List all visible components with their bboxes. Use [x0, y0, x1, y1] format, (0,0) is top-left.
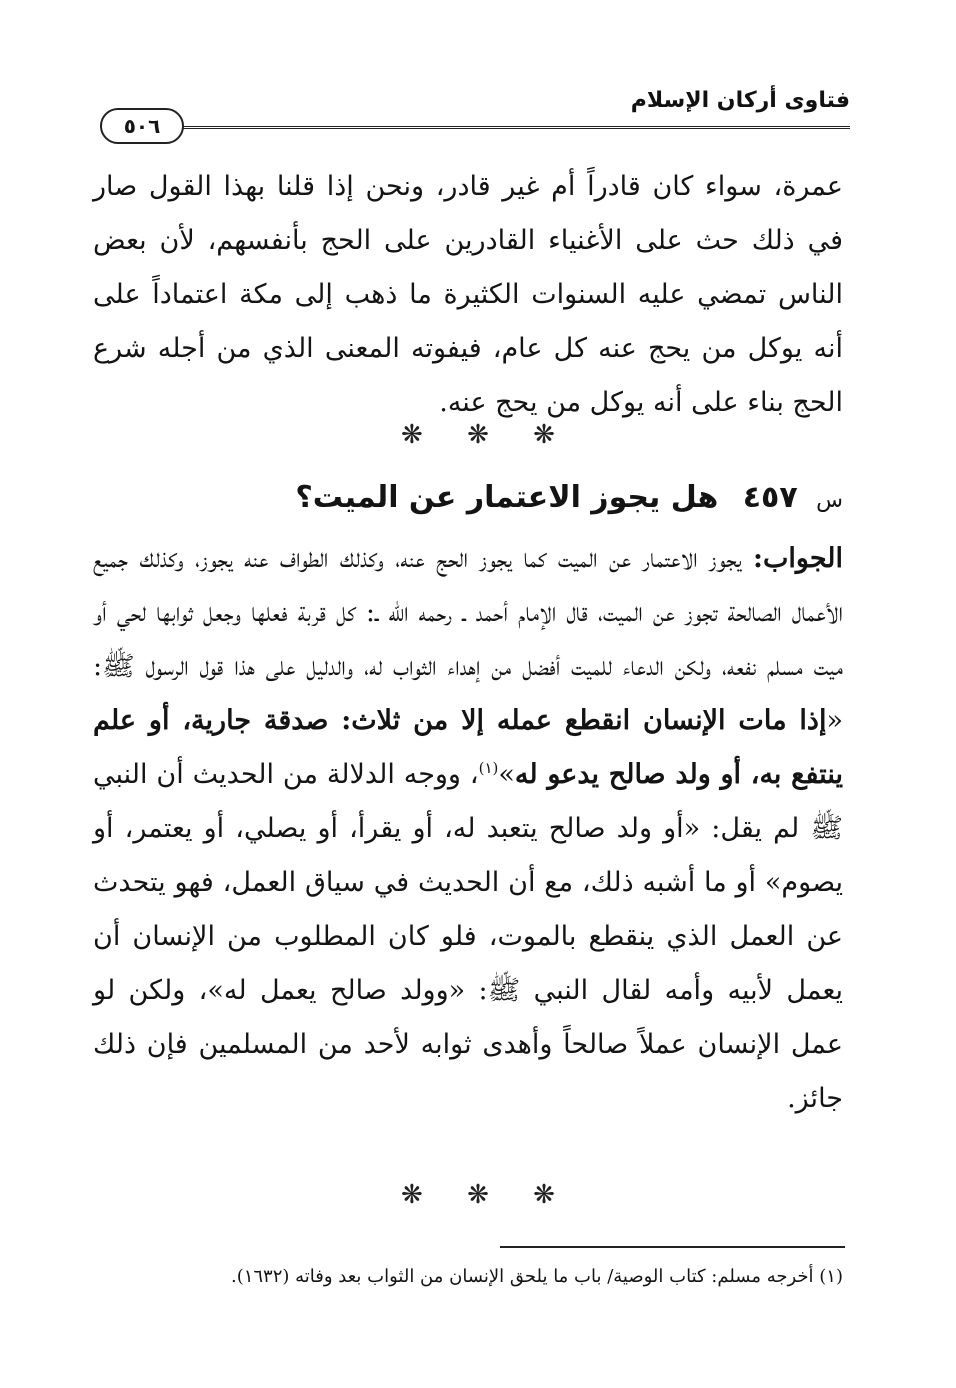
- asterism-star: ❋: [467, 420, 489, 450]
- asterism-star: ❋: [401, 420, 423, 450]
- footnote-reference[interactable]: (١): [478, 759, 499, 777]
- footnote-rule: [500, 1246, 845, 1248]
- book-title: فتاوى أركان الإسلام: [630, 88, 850, 113]
- header-rule: [168, 126, 850, 132]
- asterism-star: ❋: [533, 420, 555, 450]
- asterism-star: ❋: [533, 1180, 555, 1210]
- footnote: (١) أخرجه مسلم: كتاب الوصية/ باب ما يلحق الإنسان من الثواب بعد وفاته (١٦٣٢).: [230, 1266, 843, 1287]
- question-number: ٤٥٧: [742, 480, 798, 515]
- asterism-star: ❋: [401, 1180, 423, 1210]
- question-text: هل يجوز الاعتمار عن الميت؟: [295, 480, 719, 515]
- paragraph-text: عمرة، سواء كان قادراً أم غير قادر، ونحن إذا قلنا بهذا القول صار في ذلك حث على الأغنياء القادرين على الحج بأنفسهم، لأن بعض الناس تمضي عليه السنوات الكثيرة ما ذهب إلى مكة اعتماداً على أنه يوكل من يحج عنه كل عام، فيفوته المعنى الذي من أجله شرع الحج بناء على أنه يوكل من يحج عنه.: [93, 171, 843, 418]
- question-marker: س: [816, 488, 843, 513]
- page-header: [80, 70, 850, 150]
- answer-paragraph: [93, 532, 843, 1126]
- quote-close: »: [498, 759, 515, 790]
- page-number: ٥٠٦: [100, 108, 184, 144]
- answer-label: الجواب:: [753, 543, 843, 574]
- paragraph-continuation: [93, 160, 843, 430]
- section-separator: [0, 420, 956, 450]
- hadith-quote: إذا مات الإنسان انقطع عمله إلا من ثلاث: صدقة جارية، أو علم ينتفع به، أو ولد صالح يدعو له: [93, 705, 843, 790]
- answer-text-part-2: ، ووجه الدلالة من الحديث أن النبي ﷺ لم يقل: «أو ولد صالح يتعبد له، أو يقرأ، أو يصلي، أو يعتمر، أو يصوم» أو ما أشبه ذلك، مع أن الحديث في سياق العمل، فهو يتحدث عن العمل الذي ينقطع بالموت، فلو كان المطلوب من الإنسان أن يعمل لأبيه وأمه لقال النبي ﷺ: «وولد صالح يعمل له»، ولكن لو عمل الإنسان عملاً صالحاً وأهدى ثوابه لأحد من المسلمين فإن ذلك جائز.: [93, 759, 843, 1114]
- asterism-star: ❋: [467, 1180, 489, 1210]
- answer-text: [93, 532, 843, 1126]
- answer-text-part-1: يجوز الاعتمار عن الميت كما يجوز الحج عنه، وكذلك الطواف عنه يجوز، وكذلك جميع الأعمال الصالحة تجوز عن الميت، قال الإمام أحمد ـ رحمه الله ـ: كل قربة فعلها وجعل ثوابها لحي أو ميت مسلم نفعه، ولكن الدعاء للميت أفضل من إهداء الثواب له، والدليل على هذا قول الرسول ﷺ: «: [93, 543, 843, 736]
- question-heading: [93, 470, 843, 529]
- section-separator-end: [0, 1180, 956, 1210]
